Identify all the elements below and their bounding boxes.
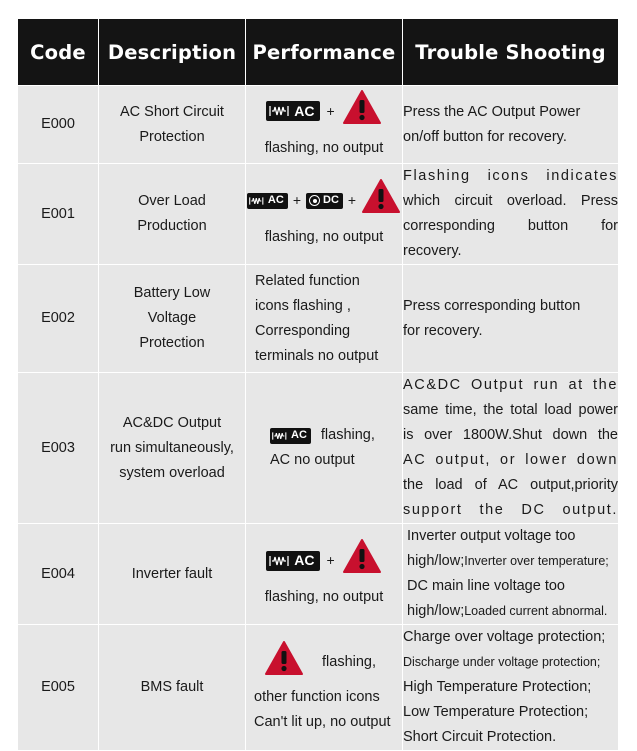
troubleshooting-cell xyxy=(403,164,619,265)
dc-output-icon: DC xyxy=(306,193,343,209)
description-cell xyxy=(99,164,246,265)
description-cell xyxy=(99,524,246,625)
troubleshooting-line: is over 1800W.Shut down the xyxy=(403,427,618,443)
code-cell: E000 xyxy=(18,86,99,164)
description-line: BMS fault xyxy=(140,679,204,695)
header-code: Code xyxy=(18,19,99,86)
troubleshooting-cell xyxy=(403,524,619,625)
troubleshooting-line: Discharge under voltage protection; xyxy=(403,655,601,669)
troubleshooting-line: the load of AC output,priority xyxy=(403,477,618,493)
troubleshooting-line: recovery. xyxy=(403,243,462,259)
table-row xyxy=(18,265,619,373)
performance-text: flashing, no output xyxy=(264,139,384,156)
plus-sign: + xyxy=(347,192,357,208)
troubleshooting-cell xyxy=(403,265,619,373)
troubleshooting-line: High Temperature Protection; xyxy=(403,679,592,695)
code-cell: E002 xyxy=(18,265,99,373)
troubleshooting-line: for recovery. xyxy=(403,322,483,339)
troubleshooting-cell xyxy=(403,86,619,164)
performance-text: flashing, xyxy=(322,654,377,670)
troubleshooting-line: high/low; xyxy=(407,603,465,619)
description-line: Production xyxy=(137,218,207,234)
performance-text: flashing, no output xyxy=(264,589,384,605)
troubleshooting-cell xyxy=(403,373,619,524)
description-line: AC Short Circuit xyxy=(120,103,224,120)
troubleshooting-line: AC&DC Output run at the xyxy=(403,377,618,393)
troubleshooting-line: Press the AC Output Power xyxy=(403,103,581,120)
warning-icon xyxy=(342,538,382,583)
description-line: Battery Low xyxy=(133,285,211,301)
description-line: Protection xyxy=(139,335,205,351)
warning-icon xyxy=(264,640,304,685)
performance-cell xyxy=(246,373,403,524)
ac-output-icon: AC xyxy=(247,193,288,209)
warning-icon xyxy=(342,89,382,134)
code-cell: E004 xyxy=(18,524,99,625)
performance-text: flashing, no output xyxy=(264,229,384,245)
description-line: system overload xyxy=(119,464,225,481)
description-cell xyxy=(99,265,246,373)
troubleshooting-line: Loaded current abnormal. xyxy=(464,604,608,618)
troubleshooting-line: which circuit overload. Press xyxy=(403,193,618,209)
ac-output-icon: AC xyxy=(270,428,311,444)
header-performance: Performance xyxy=(246,19,403,86)
table-row xyxy=(18,373,619,524)
header-description: Description xyxy=(99,19,246,86)
troubleshooting-line: corresponding button for xyxy=(403,218,618,234)
description-line: Over Load xyxy=(138,193,206,209)
error-code-table xyxy=(17,18,619,751)
performance-text: Can't lit up, no output xyxy=(254,714,391,730)
troubleshooting-line: Low Temperature Protection; xyxy=(403,704,589,720)
performance-text: terminals no output xyxy=(255,347,379,364)
table-row xyxy=(18,625,619,751)
performance-text: AC no output xyxy=(270,452,355,468)
description-line: AC&DC Output xyxy=(122,414,222,431)
plus-sign: + xyxy=(326,552,335,568)
performance-cell xyxy=(246,86,403,164)
performance-text: Related function xyxy=(255,272,360,289)
troubleshooting-line: Flashing icons indicates xyxy=(403,168,618,184)
description-line: Inverter fault xyxy=(131,565,213,582)
warning-icon xyxy=(361,178,401,223)
description-line: Voltage xyxy=(147,310,197,326)
description-cell xyxy=(99,625,246,751)
performance-text: other function icons xyxy=(254,689,380,705)
plus-sign: + xyxy=(326,102,335,119)
troubleshooting-line: Press corresponding button xyxy=(403,297,581,314)
code-cell: E001 xyxy=(18,164,99,265)
troubleshooting-line: Charge over voltage protection; xyxy=(403,629,606,645)
troubleshooting-line: high/low; xyxy=(407,553,465,569)
description-cell xyxy=(99,373,246,524)
performance-cell xyxy=(246,524,403,625)
performance-text: icons flashing , xyxy=(255,297,351,314)
description-line: Protection xyxy=(139,128,205,145)
performance-cell xyxy=(246,164,403,265)
troubleshooting-cell xyxy=(403,625,619,751)
performance-text: flashing, xyxy=(320,427,375,443)
performance-text: Corresponding xyxy=(255,322,351,339)
table-row xyxy=(18,164,619,265)
ac-output-icon: AC xyxy=(266,551,319,571)
code-cell: E003 xyxy=(18,373,99,524)
code-cell: E005 xyxy=(18,625,99,751)
troubleshooting-line: AC output, or lower down xyxy=(403,452,618,468)
troubleshooting-line: Short Circuit Protection. xyxy=(403,729,557,745)
troubleshooting-line: Inverter output voltage too xyxy=(407,528,576,544)
troubleshooting-line: DC main line voltage too xyxy=(407,578,565,594)
description-cell xyxy=(99,86,246,164)
plus-sign: + xyxy=(292,192,301,208)
header-row xyxy=(18,19,619,86)
table-row xyxy=(18,524,619,625)
table-row xyxy=(18,86,619,164)
performance-cell xyxy=(246,625,403,751)
troubleshooting-line: on/off button for recovery. xyxy=(403,128,567,145)
ac-output-icon: AC xyxy=(266,101,319,121)
header-trouble-shooting: Trouble Shooting xyxy=(403,19,619,86)
troubleshooting-line: support the DC output. xyxy=(403,502,618,518)
description-line: run simultaneously, xyxy=(110,439,234,456)
troubleshooting-line: Inverter over temperature; xyxy=(464,554,609,568)
performance-cell xyxy=(246,265,403,373)
troubleshooting-line: same time, the total load power xyxy=(403,402,618,418)
